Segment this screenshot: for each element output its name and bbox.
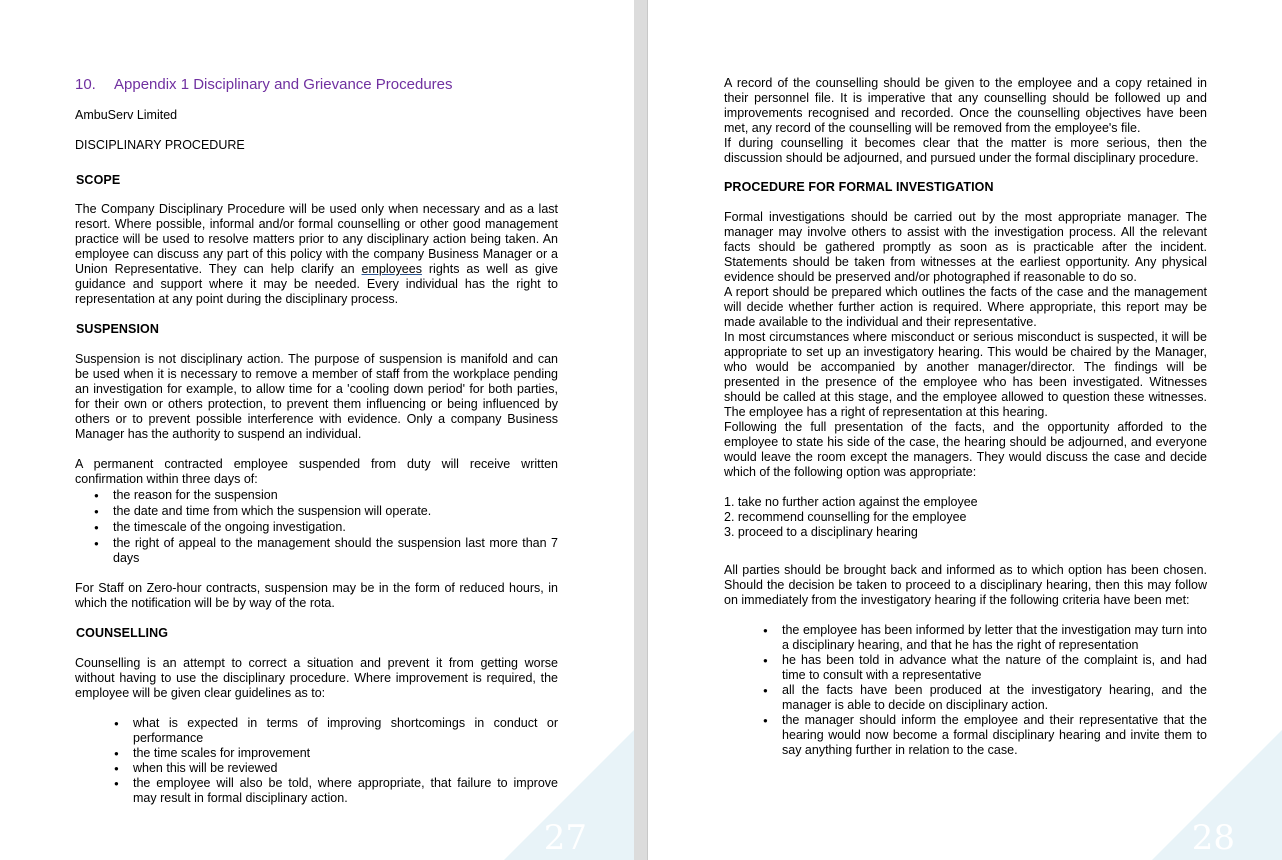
suspension-bullet-list <box>75 488 558 566</box>
page-number: 27 <box>543 818 587 858</box>
list-item: ● the manager should inform the employee and their representative that the hearing would now become a formal disciplinary hearing and invite them to say anything further in relation to the case. <box>724 713 1207 758</box>
page-28-content <box>724 76 1207 758</box>
list-item: ● all the facts have been produced at the investigatory hearing, and the manager is able to decide on disciplinary action. <box>724 683 1207 713</box>
formal-paragraph-4: Following the full presentation of the facts, and the opportunity afforded to the employee to state his side of the case, the hearing should be adjourned, and everyone would leave the room except the managers. They would discuss the case and decide which of the following option was appropriate: <box>724 420 1207 479</box>
list-item: ● the employee has been informed by letter that the investigation may turn into a disciplinary hearing, and that he has the right of representation <box>724 623 1207 653</box>
section-heading <box>75 76 558 94</box>
document-title: DISCIPLINARY PROCEDURE <box>75 138 245 152</box>
suspension-paragraph: Suspension is not disciplinary action. The purpose of suspension is manifold and can be used when it is necessary to remove a member of staff from the workplace pending an investigation for example, to allow time for a 'cooling down period' for both parties, for their own or others protection, to prevent them influencing or being influenced by others or to prevent possible interference with evidence. Only a company Business Manager has the authority to suspend an individual. <box>75 352 558 441</box>
formal-investigation-heading: PROCEDURE FOR FORMAL INVESTIGATION <box>724 180 994 194</box>
page-gutter <box>634 0 648 860</box>
list-item: ● the time scales for improvement <box>75 746 558 761</box>
document-page-28 <box>648 0 1282 860</box>
counselling-heading: COUNSELLING <box>76 626 169 640</box>
formal-paragraph-1: Formal investigations should be carried out by the most appropriate manager. The manager may involve others to assist with the investigation process. All the relevant facts should be gathered promptly as soon as is practicable after the incident. Statements should be taken from witnesses at the earliest opportunity. Any physical evidence should be preserved and/or photographed if reasonable to do so. <box>724 210 1207 284</box>
counselling-paragraph: Counselling is an attempt to correct a situation and prevent it from getting worse without having to use the disciplinary procedure. Where improvement is required, the employee will be given clear guidelines as to: <box>75 656 558 700</box>
list-item: ● he has been told in advance what the nature of the complaint is, and had time to consult with a representative <box>724 653 1207 683</box>
scope-paragraph <box>75 202 558 307</box>
list-item: ● the employee will also be told, where appropriate, that failure to improve may result in formal disciplinary action. <box>75 776 558 806</box>
criteria-bullet-list <box>724 623 1207 758</box>
document-page-27 <box>0 0 634 860</box>
list-item: ● the reason for the suspension <box>75 488 558 503</box>
company-name: AmbuServ Limited <box>75 108 178 122</box>
serious-matter-paragraph: If during counselling it becomes clear that the matter is more serious, then the discussion should be adjourned, and pursued under the formal disciplinary procedure. <box>724 136 1207 165</box>
list-item: ● what is expected in terms of improving shortcomings in conduct or performance <box>75 716 558 746</box>
list-item: ● the right of appeal to the management should the suspension last more than 7 days <box>75 536 558 566</box>
list-item: 2. recommend counselling for the employee <box>724 510 967 524</box>
all-parties-paragraph: All parties should be brought back and informed as to which option has been chosen. Should the decision be taken to proceed to a disciplinary hearing, then this may follow on immediately from the investigatory hearing if the following criteria have been met: <box>724 563 1207 607</box>
counselling-bullet-list <box>75 716 558 806</box>
list-item: 3. proceed to a disciplinary hearing <box>724 525 918 539</box>
page-27-content <box>75 76 558 806</box>
list-item: ● the timescale of the ongoing investigation. <box>75 520 558 535</box>
page-number: 28 <box>1191 818 1235 858</box>
record-paragraph: A record of the counselling should be given to the employee and a copy retained in their personnel file. It is imperative that any counselling should be followed up and improvements recognised and recorded. Once the counselling objectives have been met, any record of the counselling will be removed from the employee's file. <box>724 76 1207 135</box>
employees-word: employees <box>361 262 422 276</box>
formal-paragraph-2: A report should be prepared which outlines the facts of the case and the management will decide whether further action is required. Where appropriate, this report may be made available to the individual and their representative. <box>724 285 1207 329</box>
section-number: 10. <box>75 76 96 93</box>
zero-hour-paragraph: For Staff on Zero-hour contracts, suspension may be in the form of reduced hours, in which the notification will be by way of the rota. <box>75 581 558 610</box>
scope-heading: SCOPE <box>76 173 121 187</box>
scope-text-a: The Company Disciplinary Procedure will be used only when necessary and as a last resort. Where possible, informal and/or formal counselling or other good management practice will be used to resolve matters prior to any disciplinary action being taken. An employee can discuss any part of this policy with the company Business Manager or a Union Representative. They can help clarify an <box>75 202 558 276</box>
formal-paragraph-3: In most circumstances where misconduct or serious misconduct is suspected, it will be appropriate to set up an investigatory hearing. This would be chaired by the Manager, who would be accompanied by another manager/director. The findings will be presented in the presence of the employee who has been investigated. Witnesses should be called at this stage, and the employee allowed to question these witnesses. The employee has a right of representation at this hearing. <box>724 330 1207 419</box>
scope-text-b: rights as well as give guidance and support where it may be needed. Every individual has the right to representation at any point during the disciplinary process. <box>75 262 558 306</box>
list-item: 1. take no further action against the employee <box>724 495 978 509</box>
list-item: ● the date and time from which the suspension will operate. <box>75 504 558 519</box>
section-title: Appendix 1 Disciplinary and Grievance Procedures <box>114 76 453 93</box>
options-list <box>724 495 1207 540</box>
suspension-heading: SUSPENSION <box>76 322 159 336</box>
permanent-employee-paragraph: A permanent contracted employee suspended from duty will receive written confirmation within three days of: <box>75 457 558 486</box>
list-item: ● when this will be reviewed <box>75 761 558 776</box>
